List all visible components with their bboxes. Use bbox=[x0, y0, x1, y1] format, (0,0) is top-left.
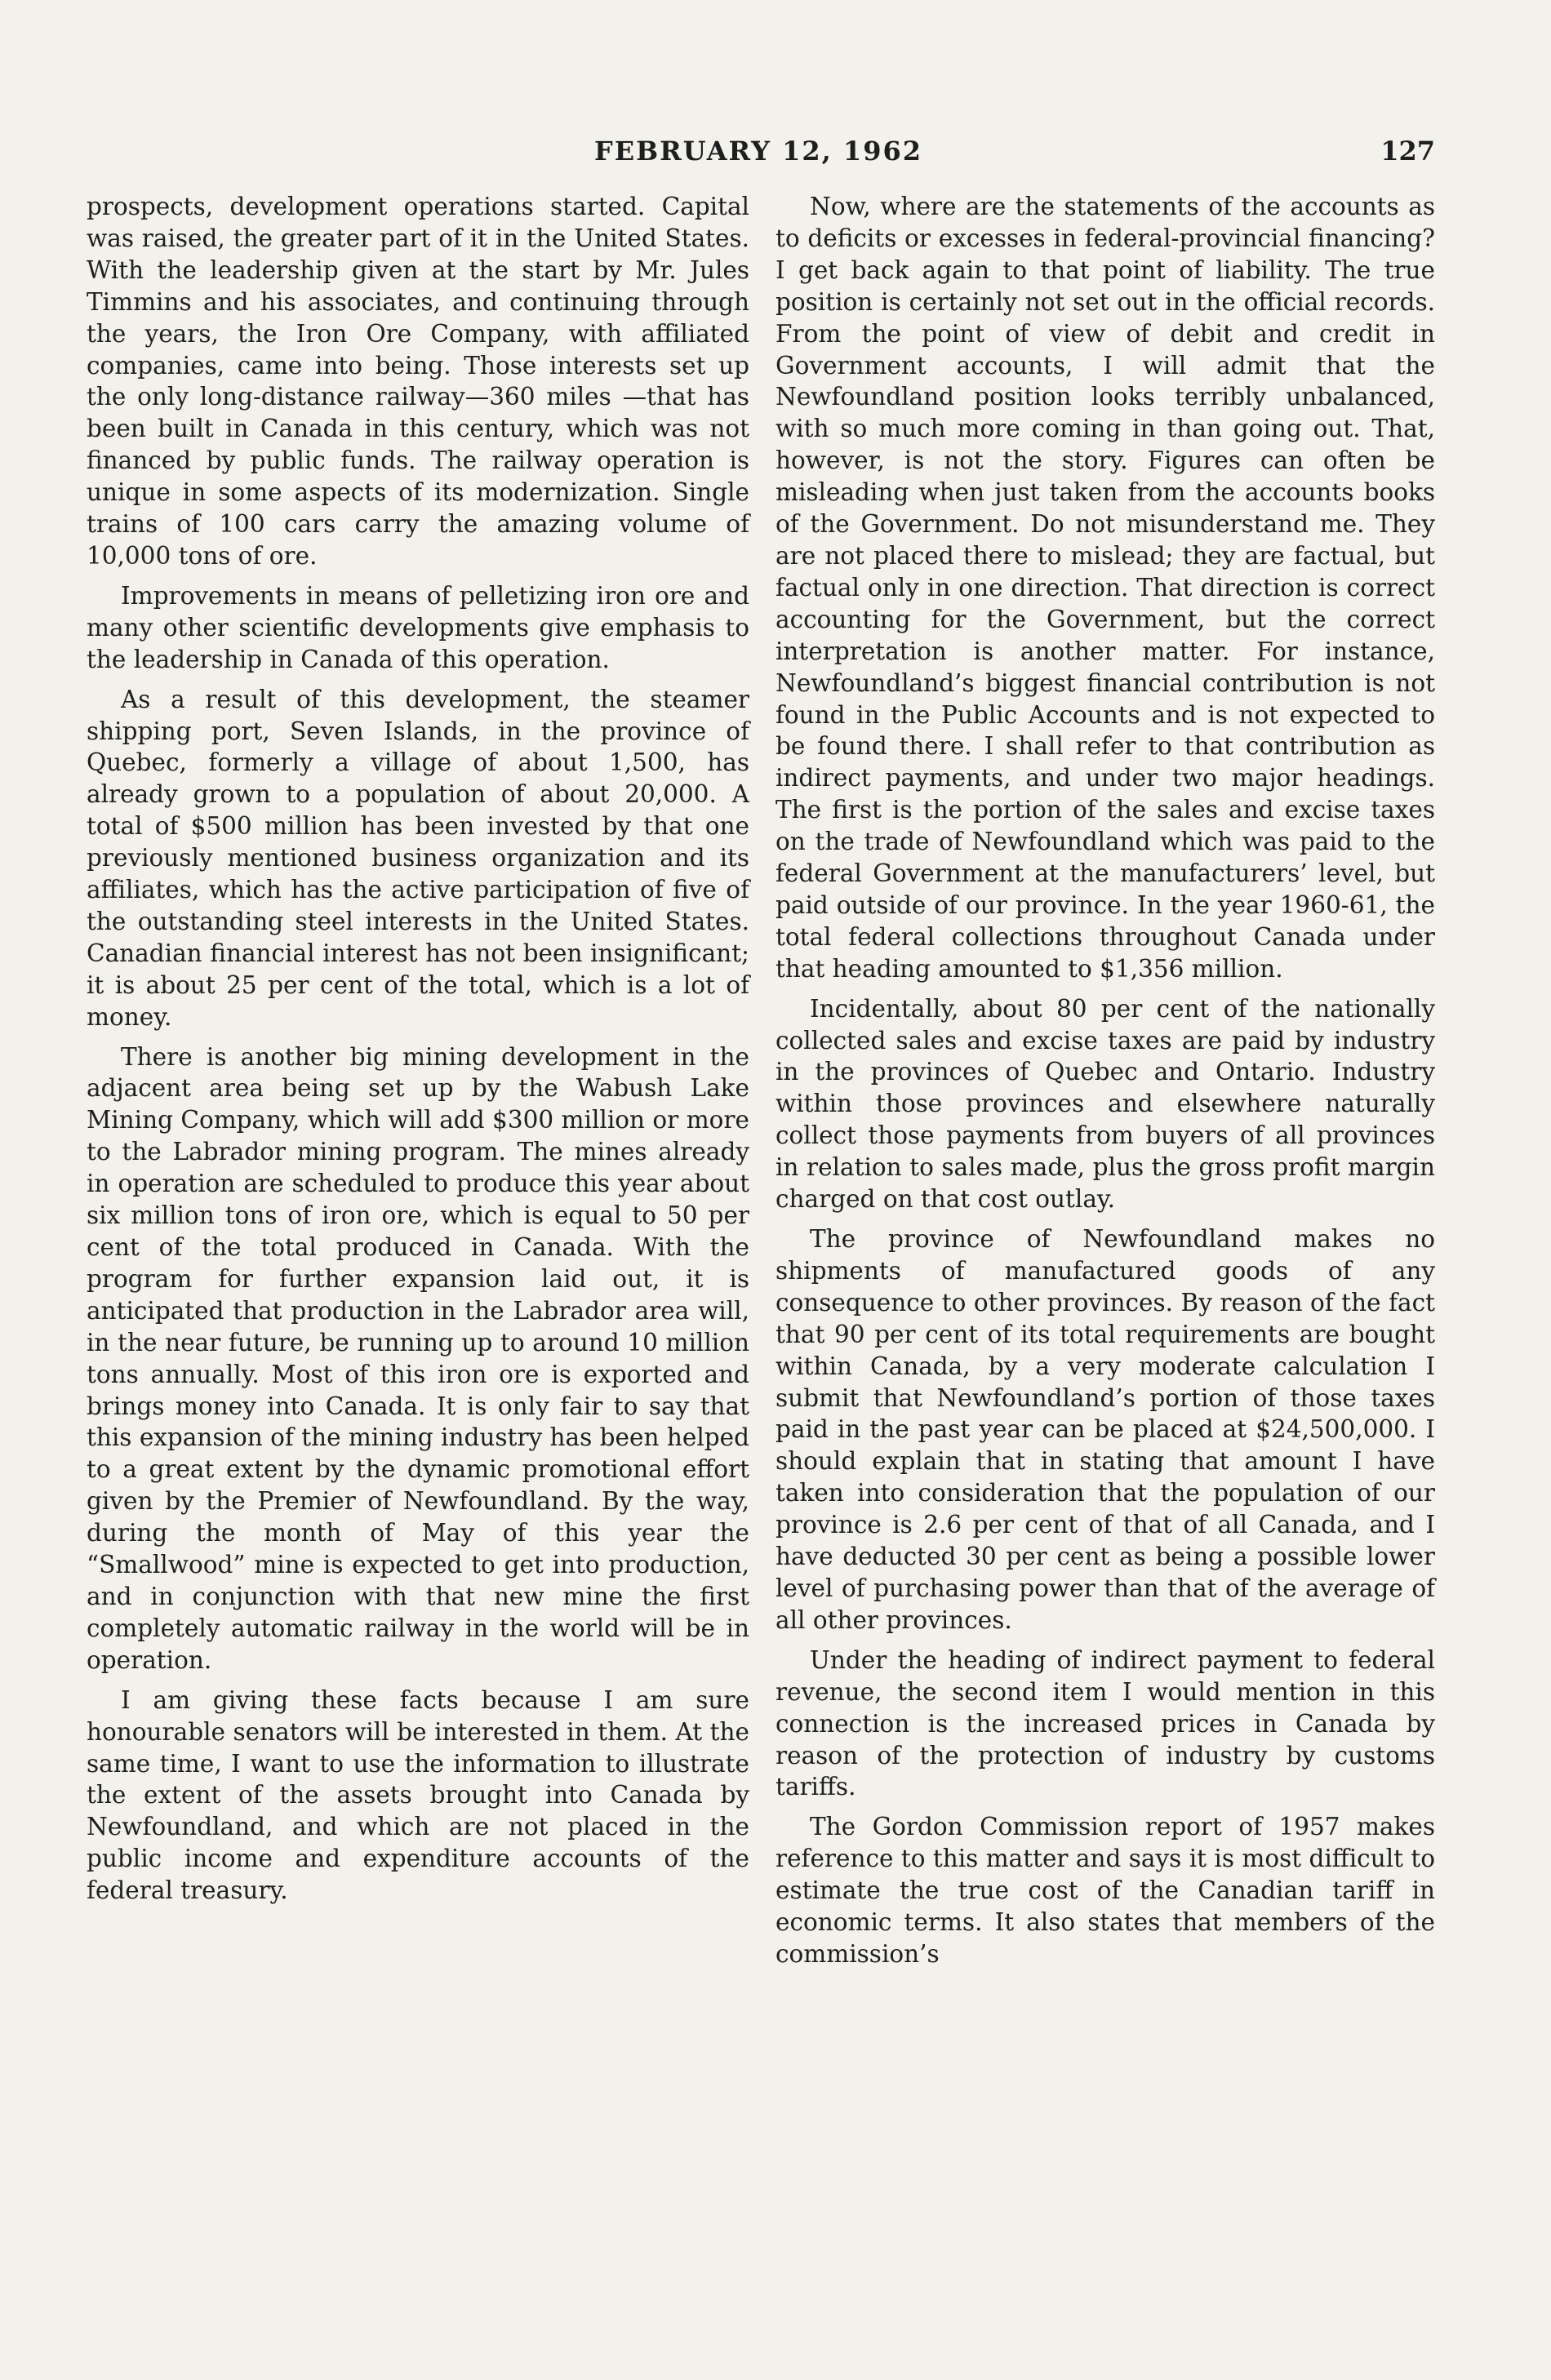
header-date: FEBRUARY 12, 1962 bbox=[594, 135, 922, 167]
paragraph: Incidentally, about 80 per cent of the nationally collected sales and excise taxes are paid by industry in the provinces of Quebec and Ontario. Industry within those provinces and elsewhere naturally collect those payments from buyers of all provinces in relation to sales made, plus the gross profit margin charged on that cost outlay. bbox=[776, 994, 1435, 1214]
right-column bbox=[776, 191, 1435, 1978]
paragraph: There is another big mining development in the adjacent area being set up by the Wabush Lake Mining Company, which will add $300 million or more to the Labrador mining program. The mines already in operation are scheduled to produce this year about six million tons of iron ore, which is equal to 50 per cent of the total produced in Canada. With the program for further expansion laid out, it is anticipated that production in the Labrador area will, in the near future, be running up to around 10 million tons annually. Most of this iron ore is exported and brings money into Canada. It is only fair to say that this expansion of the mining industry has been helped to a great extent by the dynamic promotional effort given by the Premier of Newfoundland. By the way, during the month of May of this year the “Smallwood” mine is expected to get into production, and in conjunction with that new mine the first completely automatic railway in the world will be in operation. bbox=[87, 1042, 749, 1674]
paragraph: Under the heading of indirect payment to federal revenue, the second item I would mention in this connection is the increased prices in Canada by reason of the protection of industry by customs tariffs. bbox=[776, 1645, 1435, 1801]
paragraph: The province of Newfoundland makes no shipments of manufactured goods of any consequence to other provinces. By reason of the fact that 90 per cent of its total requirements are bought within Canada, by a very moderate calculation I submit that Newfoundland’s portion of those taxes paid in the past year can be placed at $24,500,000. I should explain that in stating that amount I have taken into consideration that the population of our province is 2.6 per cent of that of all Canada, and I have deducted 30 per cent as being a possible lower level of purchasing power than that of the average of all other provinces. bbox=[776, 1225, 1435, 1634]
left-column bbox=[87, 191, 749, 1915]
paragraph: The Gordon Commission report of 1957 makes reference to this matter and says it is most difficult to estimate the true cost of the Canadian tariff in economic terms. It also states that members of the commission’s bbox=[776, 1813, 1435, 1968]
paragraph: As a result of this development, the steamer shipping port, Seven Islands, in the province of Quebec, formerly a village of about 1,500, has already grown to a population of about 20,000. A total of $500 million has been invested by that one previously mentioned business organization and its affiliates, which has the active participation of five of the outstanding steel interests in the United States. Canadian financial interest has not been insignificant; it is about 25 per cent of the total, which is a lot of money. bbox=[87, 685, 749, 1031]
paragraph: I am giving these facts because I am sure honourable senators will be interested in them. At the same time, I want to use the information to illustrate the extent of the assets brought into Canada by Newfoundland, and which are not placed in the public income and expenditure accounts of the federal treasury. bbox=[87, 1685, 749, 1905]
paragraph: prospects, development operations started. Capital was raised, the greater part of it in the United States. With the leadership given at the start by Mr. Jules Timmins and his associates, and continuing through the years, the Iron Ore Company, with affiliated companies, came into being. Those interests set up the only long-distance railway—360 miles —that has been built in Canada in this century, which was not financed by public funds. The railway operation is unique in some aspects of its modernization. Single trains of 100 cars carry the amazing volume of 10,000 tons of ore. bbox=[87, 193, 749, 570]
page-number: 127 bbox=[1380, 135, 1435, 167]
page-header bbox=[82, 131, 1435, 171]
paragraph: Improvements in means of pelletizing iron ore and many other scientific developments give emphasis to the leadership in Canada of this operation. bbox=[87, 581, 749, 673]
paragraph: Now, where are the statements of the accounts as to deficits or excesses in federal-provincial financing? I get back again to that point of liability. The true position is certainly not set out in the official records. From the point of view of debit and credit in Government accounts, I will admit that the Newfoundland position looks terribly unbalanced, with so much more coming in than going out. That, however, is not the story. Figures can often be misleading when just taken from the accounts books of the Government. Do not misunderstand me. They are not placed there to mislead; they are factual, but factual only in one direction. That direction is correct accounting for the Government, but the correct interpretation is another matter. For instance, Newfoundland’s biggest financial contribution is not found in the Public Accounts and is not expected to be found there. I shall refer to that contribution as indirect payments, and under two major headings. The first is the portion of the sales and excise taxes on the trade of Newfoundland which was paid to the federal Government at the manufacturers’ level, but paid outside of our province. In the year 1960-61, the total federal collections throughout Canada under that heading amounted to $1,356 million. bbox=[776, 193, 1435, 983]
